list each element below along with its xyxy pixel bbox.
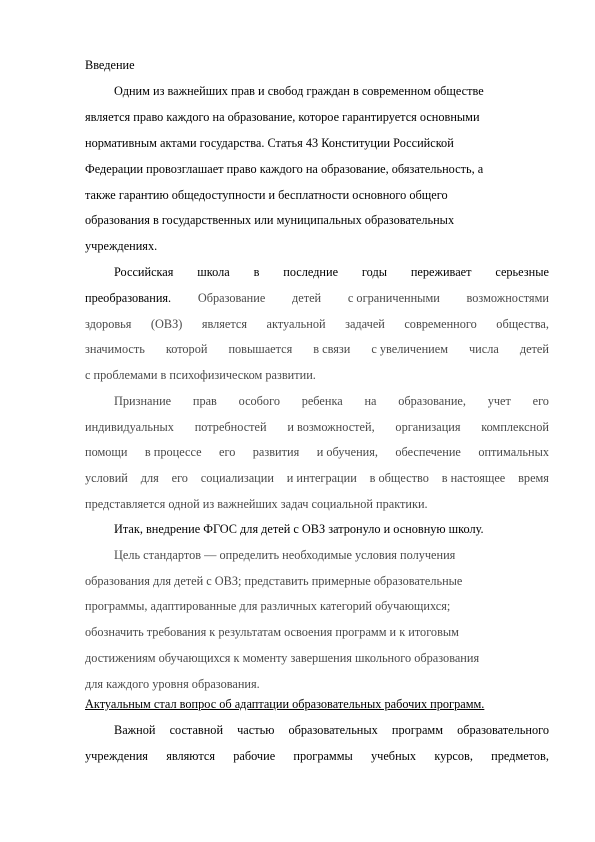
paragraph-3-line-4: [85, 470, 549, 487]
word: в настоящее: [441, 471, 506, 485]
word: с ограниченными: [347, 291, 440, 305]
paragraph-5-line-6: для каждого уровня образования.: [85, 677, 260, 691]
word: рабочие: [233, 749, 276, 763]
word: и обучения,: [316, 445, 378, 459]
paragraph-5-line-2: образования для детей с ОВЗ; представить примерные образовательные: [85, 574, 463, 588]
paragraph-1-line-5: также гарантию общедоступности и бесплатности основного общего: [85, 188, 448, 202]
word: повышается: [228, 342, 293, 356]
word: образовательного: [457, 723, 549, 737]
word: актуальной: [266, 317, 326, 331]
word: учебных: [371, 749, 417, 763]
word: которой: [165, 342, 208, 356]
word: программ: [391, 723, 443, 737]
word: условий: [85, 471, 128, 485]
paragraph-5-line-4: обозначить требования к результатам освоения программ и к итоговым: [85, 625, 459, 639]
paragraph-2-line-3: [85, 316, 549, 333]
word: оптимальных: [478, 445, 549, 459]
paragraph-7-line-2: [85, 748, 549, 765]
word: комплексной: [481, 420, 549, 434]
word: Российская: [114, 265, 174, 279]
paragraph-1-line-1: Одним из важнейших прав и свобод граждан в современном обществе: [114, 84, 484, 98]
word: прав: [192, 394, 217, 408]
word: в процессе: [144, 445, 202, 459]
word: его: [532, 394, 549, 408]
word: особого: [238, 394, 280, 408]
word: возможностями: [466, 291, 549, 305]
word: серьезные: [495, 265, 549, 279]
word: детей: [519, 342, 549, 356]
paragraph-1-line-6: образования в государственных или муниципальных образовательных: [85, 213, 455, 227]
word: на: [364, 394, 377, 408]
paragraph-5-line-1: Цель стандартов — определить необходимые условия получения: [114, 548, 456, 562]
paragraph-2-line-2: [85, 290, 549, 307]
word: образовательных: [288, 723, 378, 737]
paragraph-1-line-2: является право каждого на образование, которое гарантируется основными: [85, 110, 480, 124]
word: программы: [293, 749, 353, 763]
paragraph-1-line-4: Федерации провозглашает право каждого на образование, обязательность, а: [85, 162, 484, 176]
paragraph-3-line-1: [114, 393, 549, 410]
word: его: [171, 471, 188, 485]
word: современного: [404, 317, 477, 331]
word: Признание: [114, 394, 172, 408]
word: социализации: [200, 471, 274, 485]
word: Важной: [114, 723, 156, 737]
paragraph-3-line-3: [85, 444, 549, 461]
word: его: [219, 445, 236, 459]
word: задачей: [345, 317, 385, 331]
paragraph-2-line-1: [114, 264, 549, 281]
word: значимость: [85, 342, 145, 356]
word: организация: [395, 420, 461, 434]
word: обеспечение: [395, 445, 461, 459]
word: учет: [487, 394, 511, 408]
word: с увеличением: [371, 342, 448, 356]
word: в связи: [313, 342, 351, 356]
word: развития: [252, 445, 300, 459]
word: для: [140, 471, 159, 485]
paragraph-5-line-5: достижениям обучающихся к моменту завершения школьного образования: [85, 651, 480, 665]
word: предметов,: [491, 749, 549, 763]
paragraph-6-underlined: Актуальным стал вопрос об адаптации образовательных рабочих программ.: [85, 697, 485, 711]
word: общества,: [496, 317, 549, 331]
word: годы: [361, 265, 387, 279]
word: являются: [166, 749, 215, 763]
word: последние: [283, 265, 339, 279]
paragraph-2-line-5: с проблемами в психофизическом развитии.: [85, 368, 316, 382]
word: в общество: [369, 471, 429, 485]
word: является: [201, 317, 248, 331]
word: индивидуальных: [85, 420, 174, 434]
word: образование,: [398, 394, 466, 408]
word: и интеграции: [286, 471, 357, 485]
word: и возможностей,: [287, 420, 375, 434]
word: переживает: [410, 265, 472, 279]
word: здоровья: [85, 317, 132, 331]
paragraph-7-line-1: [114, 722, 549, 739]
word: составной: [169, 723, 224, 737]
word: ребенка: [301, 394, 343, 408]
word: курсов,: [434, 749, 473, 763]
paragraph-3-line-2: [85, 419, 549, 436]
paragraph-1-line-3: нормативным актами государства. Статья 43 Конституции Российской: [85, 136, 454, 150]
word: помощи: [85, 445, 128, 459]
word: детей: [292, 291, 322, 305]
word: (ОВЗ): [150, 317, 183, 331]
word: частью: [237, 723, 275, 737]
paragraph-5-line-3: программы, адаптированные для различных категорий обучающихся;: [85, 599, 451, 613]
section-heading: Введение: [85, 58, 135, 72]
paragraph-4: Итак, внедрение ФГОС для детей с ОВЗ затронуло и основную школу.: [114, 522, 484, 536]
word: Образование: [197, 291, 266, 305]
word: потребностей: [194, 420, 267, 434]
paragraph-1-line-7: учреждениях.: [85, 239, 158, 253]
word: в: [253, 265, 260, 279]
word: школа: [197, 265, 230, 279]
word: учреждения: [85, 749, 148, 763]
word: время: [518, 471, 549, 485]
paragraph-3-line-5: представляется одной из важнейших задач социальной практики.: [85, 497, 428, 511]
paragraph-2-line-4: [85, 341, 549, 358]
word: числа: [468, 342, 499, 356]
word: преобразования.: [85, 291, 172, 305]
